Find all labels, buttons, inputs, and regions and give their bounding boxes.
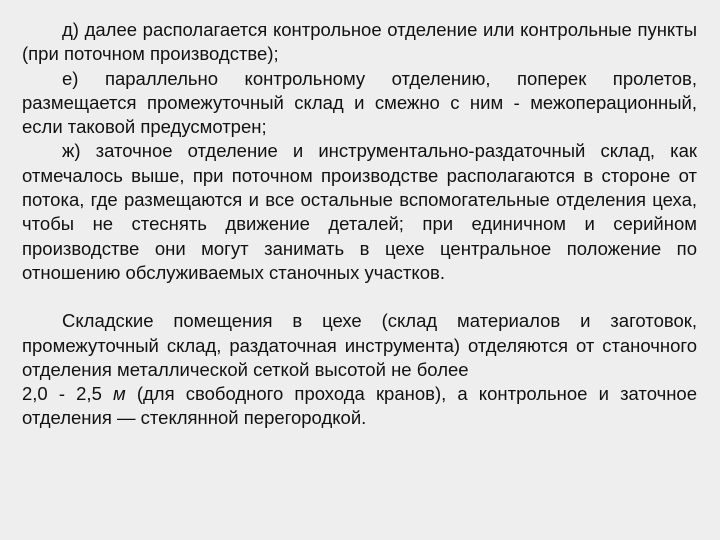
paragraph-storage bbox=[22, 309, 697, 430]
storage-text-part3: (для свободного прохода кранов), а контрольное и заточное отделения — стеклянной перегородкой. bbox=[22, 383, 698, 429]
unit-meters: м bbox=[113, 383, 126, 405]
paragraph-e: е) параллельно контрольному отделению, поперек пролетов, размещается промежуточный склад и смежно с ним - межоперационный, если таковой предусмотрен; bbox=[22, 67, 697, 138]
storage-text-part1: Складские помещения в цехе (склад материалов и заготовок, промежуточный склад, раздаточная инструмента) отделяются от станочного отделения металлической сеткой высотой не более bbox=[22, 310, 697, 380]
paragraph-zh: ж) заточное отделение и инструментально-раздаточный склад, как отмечалось выше, при поточном производстве располагаются в стороне от потока, где размещаются и все остальные вспомогательные отделения цеха, чтобы не стеснять движение деталей; при единичном и серийном производстве они могут занимать в цехе центральное положение по отношению обслуживаемых станочных участков. bbox=[22, 140, 697, 283]
paragraph-d: д) далее располагается контрольное отделение или контрольные пункты (при поточном производстве); bbox=[22, 19, 697, 65]
storage-text-part2: 2,0 - 2,5 bbox=[22, 383, 102, 405]
paragraph-spacer bbox=[22, 285, 697, 309]
